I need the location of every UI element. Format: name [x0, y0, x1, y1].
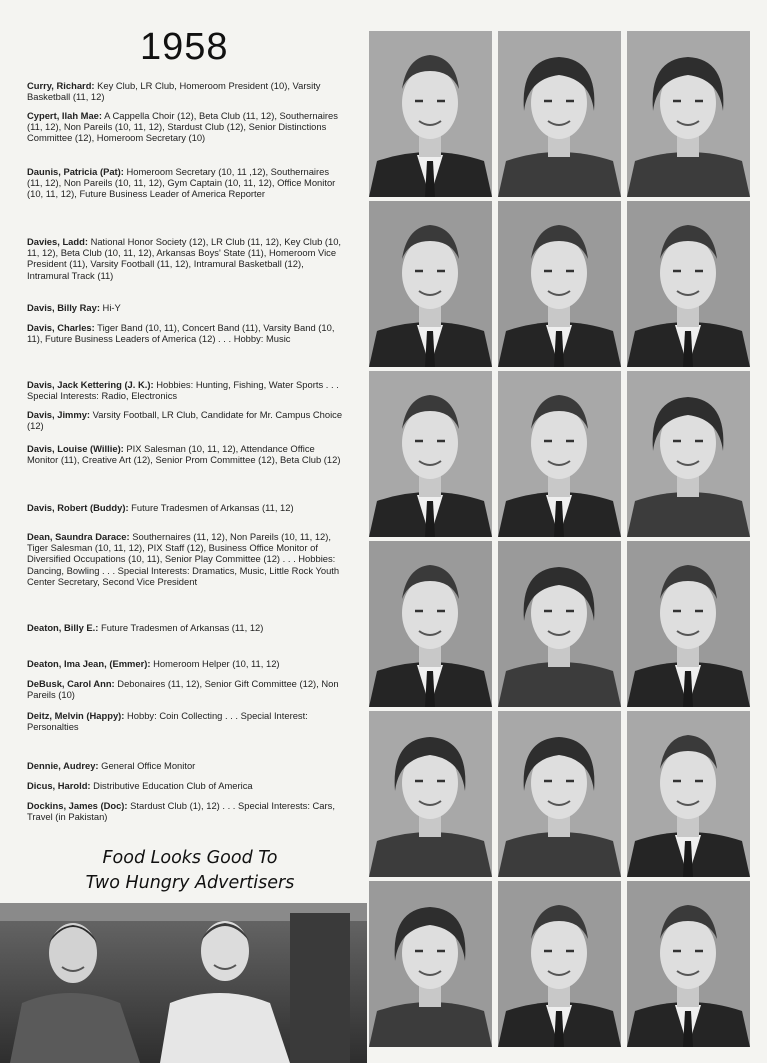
entry-davis-charles — [27, 322, 345, 344]
entry-name: Davis, Charles: — [27, 322, 95, 333]
entry-name: Davis, Billy Ray: — [27, 302, 100, 313]
entry-text: Future Tradesmen of Arkansas (11, 12) — [98, 622, 264, 633]
entry-text: Future Tradesmen of Arkansas (11, 12) — [128, 502, 294, 513]
portrait-photo — [498, 881, 621, 1047]
entry-text: Distributive Education Club of America — [90, 780, 253, 791]
portrait-photo — [369, 201, 492, 367]
entry-text: Homeroom Secretary (10, 11 ,12), Southernaires (11, 12), Non Pareils (10, 11, 12), Gym Captain (10, 11, 12), Office Monitor (10, 11, 12), Future Business Leader of America Reporter — [27, 166, 336, 200]
entry-name: Dicus, Harold: — [27, 780, 91, 791]
entry-name: DeBusk, Carol Ann: — [27, 678, 115, 689]
entry-dean — [27, 531, 345, 587]
entry-text: PIX Salesman (10, 11, 12), Attendance Office Monitor (11), Creative Art (12), Senior Prom Committee (12), Beta Club (12) — [27, 443, 341, 466]
entry-text: Hi-Y — [99, 302, 121, 313]
entry-name: Dockins, James (Doc): — [27, 800, 128, 811]
portrait-photo — [369, 541, 492, 707]
entry-name: Cypert, Ilah Mae: — [27, 110, 103, 121]
entry-dockins — [27, 800, 345, 822]
entry-dennie — [27, 760, 345, 771]
entry-name: Davis, Louise (Willie): — [27, 443, 124, 454]
entry-deaton-ima — [27, 658, 345, 669]
entry-deaton-billy — [27, 622, 345, 633]
portrait-photo — [369, 881, 492, 1047]
entry-text: National Honor Society (12), LR Club (11, 12), Key Club (10, 11, 12), Beta Club (10, 11, 12), Arkansas Boys' State (11), Homeroom Vice President (11), Varsity Football (11, 12), Intramural Basketball (12), Intramural Track (11) — [27, 236, 342, 281]
entry-text: Hobby: Coin Collecting . . . Special Interest: Personalties — [27, 710, 308, 733]
entry-text: Varsity Football, LR Club, Candidate for Mr. Campus Choice (12) — [27, 409, 343, 432]
portrait-photo — [369, 371, 492, 537]
portrait-photo — [627, 711, 750, 877]
candid-photo — [0, 903, 367, 1063]
entry-curry — [27, 80, 345, 102]
entry-deitz — [27, 710, 345, 732]
entry-daunis — [27, 166, 345, 200]
entry-cypert — [27, 110, 345, 144]
entry-davis-jack — [27, 379, 345, 401]
entry-name: Davis, Jack Kettering (J. K.): — [27, 379, 154, 390]
entry-name: Davis, Jimmy: — [27, 409, 91, 420]
entry-davies — [27, 236, 345, 281]
entry-davis-jimmy — [27, 409, 345, 431]
caption-line: Food Looks Good To — [102, 848, 278, 868]
portrait-photo — [498, 541, 621, 707]
photo-caption — [40, 846, 340, 896]
page-title: 1958 — [140, 26, 229, 68]
entry-name: Dennie, Audrey: — [27, 760, 99, 771]
entry-davis-robert — [27, 502, 345, 513]
entry-dicus — [27, 780, 345, 791]
portrait-photo — [369, 711, 492, 877]
entry-name: Deaton, Ima Jean, (Emmer): — [27, 658, 151, 669]
portrait-photo — [627, 371, 750, 537]
portrait-photo — [498, 371, 621, 537]
entry-text: A Cappella Choir (12), Beta Club (11, 12), Southernaires (11, 12), Non Pareils (10, 11, 12), Stardust Club (12), Senior Distinctions Committee (12), Homeroom Secretary (10) — [27, 110, 338, 144]
entry-name: Daunis, Patricia (Pat): — [27, 166, 124, 177]
entry-name: Davies, Ladd: — [27, 236, 88, 247]
portrait-photo — [369, 31, 492, 197]
entry-name: Davis, Robert (Buddy): — [27, 502, 129, 513]
entry-name: Curry, Richard: — [27, 80, 95, 91]
caption-line: Two Hungry Advertisers — [85, 873, 295, 893]
portrait-photo — [498, 201, 621, 367]
portrait-photo — [627, 31, 750, 197]
entry-text: General Office Monitor — [98, 760, 196, 771]
entry-name: Deitz, Melvin (Happy): — [27, 710, 125, 721]
entry-name: Deaton, Billy E.: — [27, 622, 99, 633]
portrait-photo — [627, 541, 750, 707]
portrait-photo — [627, 881, 750, 1047]
entry-text: Stardust Club (1), 12) . . . Special Interests: Cars, Travel (in Pakistan) — [27, 800, 335, 823]
entry-debusk — [27, 678, 345, 700]
entry-text: Homeroom Helper (10, 11, 12) — [150, 658, 280, 669]
entry-text: Southernaires (11, 12), Non Pareils (10, 11, 12), Tiger Salesman (10, 11, 12), PIX Staff (12), Business Office Monitor of Diversified Occupations (10, 11), Senior Play Committee (12) . . . Hobbies: Dancing, Bowling . . . Special Interests: Dramatics, Music, Little Rock Youth Center Secretary, Second Vice President — [27, 531, 340, 587]
entry-text: Debonaires (11, 12), Senior Gift Committee (12), Non Pareils (10) — [27, 678, 339, 701]
entry-davis-billy-ray — [27, 302, 345, 313]
entry-name: Dean, Saundra Darace: — [27, 531, 130, 542]
portrait-photo — [627, 201, 750, 367]
entry-text: Tiger Band (10, 11), Concert Band (11), Varsity Band (10, 11), Future Business Leaders of America (12) . . . Hobby: Music — [27, 322, 335, 345]
entry-text: Hobbies: Hunting, Fishing, Water Sports . . . Special Interests: Radio, Electronics — [27, 379, 339, 402]
portrait-photo — [498, 31, 621, 197]
entry-text: Key Club, LR Club, Homeroom President (10), Varsity Basketball (11, 12) — [27, 80, 321, 103]
entry-davis-louise — [27, 443, 345, 465]
portrait-photo — [498, 711, 621, 877]
